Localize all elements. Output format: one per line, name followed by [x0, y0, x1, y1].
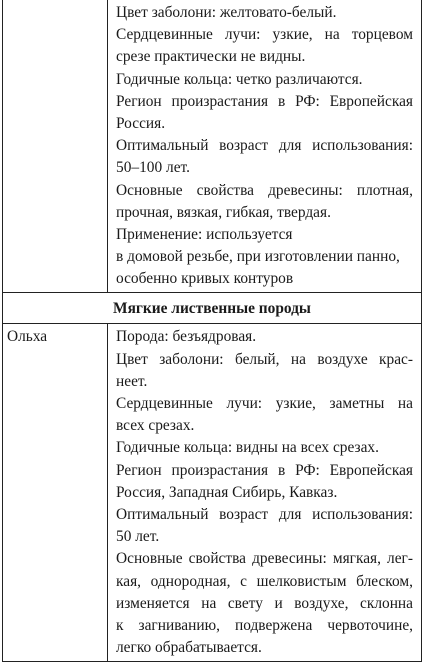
- text-line: Регион произрастания в РФ: Европейская: [116, 461, 413, 479]
- text-line: Россия.: [116, 114, 166, 132]
- text-line: Применение: используется: [116, 225, 293, 243]
- text-line: Регион произрастания в РФ: Европейская: [116, 92, 413, 110]
- text-line: 50 лет.: [116, 528, 160, 546]
- wood-properties-cell: [108, 0, 422, 293]
- text-line: Цвет заболони: желтовато-белый.: [116, 4, 337, 21]
- text-line: Россия, Западная Сибирь, Кавказ.: [116, 483, 338, 501]
- text-line: Годичные кольца: видны на всех срезах.: [116, 439, 379, 457]
- wood-species-table: [2, 0, 422, 662]
- text-line: в домовой резьбе, при изготовлении панно,: [116, 248, 400, 266]
- wood-properties-cell: [108, 324, 422, 662]
- table-row: [3, 0, 422, 293]
- properties-text: [108, 324, 421, 661]
- table-row: [3, 324, 422, 662]
- text-line: кая, однородная, с шелковистым блеском,: [116, 572, 413, 590]
- text-line: Сердцевинные лучи: узкие, заметны на: [116, 395, 413, 412]
- wood-name: Ольха: [7, 328, 48, 346]
- text-line: срезе практически не видны.: [116, 48, 306, 66]
- text-line: Цвет заболони: белый, на воздухе крас-: [116, 350, 413, 368]
- text-line: Оптимальный возраст для использования:: [116, 505, 413, 523]
- text-line: всех срезах.: [116, 417, 195, 435]
- properties-text: [108, 0, 421, 292]
- wood-name-cell: [3, 324, 108, 662]
- text-line: Годичные кольца: четко различаются.: [116, 70, 363, 88]
- text-line: особенно кривых контуров: [116, 270, 294, 288]
- text-line: Оптимальный возраст для использования:: [116, 137, 413, 155]
- text-line: Основные свойства древесины: плотная,: [116, 181, 413, 199]
- section-title: Мягкие лиственные породы: [113, 300, 311, 318]
- text-line: 50–100 лет.: [116, 159, 190, 177]
- text-line: Основные свойства древесины: мягкая, лег-: [116, 550, 413, 568]
- text-line: изменяется на свету и воздухе, склонна: [116, 594, 413, 612]
- section-header-cell: [3, 293, 422, 324]
- text-line: Сердцевинные лучи: узкие, на торцевом: [116, 26, 413, 44]
- text-line: прочная, вязкая, гибкая, твердая.: [116, 203, 331, 221]
- text-line: неет.: [116, 372, 148, 390]
- text-line: легко обрабатывается.: [116, 639, 262, 657]
- text-line: Порода: безъядровая.: [116, 328, 257, 346]
- text-line: к загниванию, подвержена червоточине,: [116, 616, 413, 634]
- wood-name-cell: [3, 0, 108, 293]
- section-header-row: [3, 293, 422, 324]
